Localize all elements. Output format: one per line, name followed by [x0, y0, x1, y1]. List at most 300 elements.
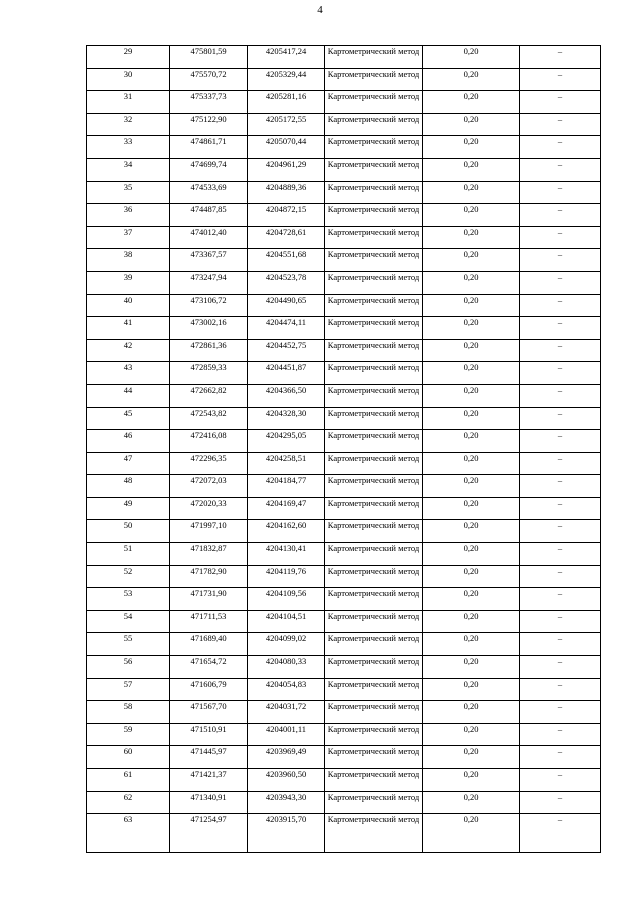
accuracy-cell: [423, 723, 520, 746]
x-coordinate-cell: [170, 520, 248, 543]
table-row: [87, 520, 601, 543]
x-coordinate-cell: [170, 68, 248, 91]
note-cell-text: –: [557, 271, 563, 282]
table-row: [87, 249, 601, 272]
note-cell: [520, 656, 601, 679]
note-cell: [520, 814, 601, 853]
note-cell: [520, 294, 601, 317]
x-coordinate-cell: [170, 339, 248, 362]
x-coordinate-cell: [170, 158, 248, 181]
note-cell-text: –: [557, 452, 563, 463]
accuracy-cell: [423, 543, 520, 566]
table-row: [87, 656, 601, 679]
x-coordinate-cell: [170, 407, 248, 430]
y-coordinate-cell-text: 4204104,51: [265, 610, 307, 621]
x-coordinate-cell-text: 472072,03: [190, 475, 227, 486]
accuracy-cell: [423, 181, 520, 204]
method-cell: [325, 791, 423, 814]
accuracy-cell: [423, 294, 520, 317]
x-coordinate-cell-text: 471445,97: [190, 746, 227, 757]
note-cell-text: –: [557, 520, 563, 531]
point-number-cell: [87, 814, 170, 853]
note-cell: [520, 452, 601, 475]
note-cell: [520, 362, 601, 385]
x-coordinate-cell: [170, 226, 248, 249]
x-coordinate-cell: [170, 656, 248, 679]
x-coordinate-cell-text: 474699,74: [190, 158, 227, 169]
note-cell: [520, 791, 601, 814]
note-cell: [520, 384, 601, 407]
note-cell-text: –: [557, 791, 563, 802]
page-number: 4: [317, 4, 323, 16]
note-cell-text: –: [557, 588, 563, 599]
method-cell-text: Картометрический метод: [327, 633, 420, 644]
method-cell: [325, 497, 423, 520]
x-coordinate-cell-text: 471997,10: [190, 520, 227, 531]
accuracy-cell-text: 0,20: [463, 520, 479, 531]
accuracy-cell-text: 0,20: [463, 91, 479, 102]
x-coordinate-cell-text: 472296,35: [190, 452, 227, 463]
point-number-cell-text: 57: [123, 678, 133, 689]
note-cell-text: –: [557, 204, 563, 215]
method-cell: [325, 46, 423, 69]
point-number-cell: [87, 384, 170, 407]
accuracy-cell-text: 0,20: [463, 475, 479, 486]
method-cell-text: Картометрический метод: [327, 158, 420, 169]
point-number-cell: [87, 543, 170, 566]
method-cell-text: Картометрический метод: [327, 610, 420, 621]
note-cell: [520, 181, 601, 204]
accuracy-cell-text: 0,20: [463, 294, 479, 305]
x-coordinate-cell-text: 473002,16: [190, 317, 227, 328]
table-row: [87, 430, 601, 453]
note-cell-text: –: [557, 723, 563, 734]
table-row: [87, 678, 601, 701]
y-coordinate-cell-text: 4205281,16: [265, 91, 307, 102]
y-coordinate-cell: [248, 407, 325, 430]
note-cell-text: –: [557, 497, 563, 508]
point-number-cell: [87, 452, 170, 475]
point-number-cell: [87, 633, 170, 656]
point-number-cell-text: 30: [123, 68, 133, 79]
accuracy-cell: [423, 271, 520, 294]
method-cell-text: Картометрический метод: [327, 226, 420, 237]
y-coordinate-cell: [248, 656, 325, 679]
y-coordinate-cell-text: 4204451,87: [265, 362, 307, 373]
method-cell-text: Картометрический метод: [327, 46, 420, 56]
accuracy-cell-text: 0,20: [463, 158, 479, 169]
y-coordinate-cell-text: 4204001,11: [265, 723, 307, 734]
accuracy-cell-text: 0,20: [463, 656, 479, 667]
point-number-cell-text: 47: [123, 452, 133, 463]
x-coordinate-cell: [170, 678, 248, 701]
x-coordinate-cell: [170, 271, 248, 294]
table-row: [87, 271, 601, 294]
accuracy-cell-text: 0,20: [463, 136, 479, 147]
method-cell: [325, 475, 423, 498]
point-number-cell-text: 32: [123, 113, 133, 124]
note-cell: [520, 407, 601, 430]
point-number-cell: [87, 271, 170, 294]
point-number-cell: [87, 204, 170, 227]
point-number-cell-text: 46: [123, 430, 133, 441]
note-cell: [520, 226, 601, 249]
method-cell: [325, 723, 423, 746]
accuracy-cell: [423, 746, 520, 769]
table-row: [87, 633, 601, 656]
method-cell: [325, 384, 423, 407]
method-cell: [325, 814, 423, 853]
method-cell: [325, 678, 423, 701]
method-cell: [325, 294, 423, 317]
note-cell: [520, 565, 601, 588]
x-coordinate-cell: [170, 769, 248, 792]
y-coordinate-cell: [248, 294, 325, 317]
table-row: [87, 46, 601, 69]
point-number-cell: [87, 588, 170, 611]
method-cell-text: Картометрический метод: [327, 91, 420, 102]
point-number-cell-text: 60: [123, 746, 133, 757]
y-coordinate-cell: [248, 452, 325, 475]
point-number-cell-text: 29: [123, 46, 133, 56]
x-coordinate-cell-text: 473367,57: [190, 249, 227, 260]
point-number-cell: [87, 656, 170, 679]
method-cell: [325, 91, 423, 114]
x-coordinate-cell-text: 471510,91: [190, 723, 227, 734]
point-number-cell-text: 43: [123, 362, 133, 373]
accuracy-cell: [423, 610, 520, 633]
x-coordinate-cell-text: 471340,91: [190, 791, 227, 802]
y-coordinate-cell: [248, 746, 325, 769]
x-coordinate-cell-text: 472861,36: [190, 339, 227, 350]
method-cell-text: Картометрический метод: [327, 430, 420, 441]
point-number-cell: [87, 68, 170, 91]
note-cell-text: –: [557, 769, 563, 779]
point-number-cell-text: 37: [123, 226, 133, 237]
point-number-cell-text: 41: [123, 317, 133, 328]
accuracy-cell: [423, 407, 520, 430]
method-cell: [325, 226, 423, 249]
method-cell: [325, 746, 423, 769]
note-cell-text: –: [557, 226, 563, 237]
method-cell-text: Картометрический метод: [327, 565, 420, 576]
note-cell-text: –: [557, 565, 563, 576]
method-cell: [325, 656, 423, 679]
point-number-cell: [87, 362, 170, 385]
table-row: [87, 407, 601, 430]
x-coordinate-cell-text: 475801,59: [190, 46, 227, 56]
note-cell-text: –: [557, 339, 563, 350]
method-cell-text: Картометрический метод: [327, 204, 420, 215]
y-coordinate-cell: [248, 610, 325, 633]
x-coordinate-cell: [170, 362, 248, 385]
method-cell: [325, 317, 423, 340]
method-cell-text: Картометрический метод: [327, 723, 420, 734]
method-cell-text: Картометрический метод: [327, 317, 420, 328]
point-number-cell: [87, 226, 170, 249]
y-coordinate-cell-text: 4204889,36: [265, 181, 307, 192]
method-cell-text: Картометрический метод: [327, 588, 420, 599]
y-coordinate-cell-text: 4204961,29: [265, 158, 307, 169]
y-coordinate-cell-text: 4205172,55: [265, 113, 307, 124]
note-cell-text: –: [557, 158, 563, 169]
table-row: [87, 746, 601, 769]
accuracy-cell: [423, 814, 520, 853]
note-cell: [520, 633, 601, 656]
method-cell: [325, 588, 423, 611]
note-cell: [520, 497, 601, 520]
point-number-cell: [87, 294, 170, 317]
y-coordinate-cell-text: 4204328,30: [265, 407, 307, 418]
note-cell-text: –: [557, 475, 563, 486]
y-coordinate-cell: [248, 497, 325, 520]
accuracy-cell-text: 0,20: [463, 701, 479, 712]
point-number-cell: [87, 565, 170, 588]
note-cell-text: –: [557, 407, 563, 418]
note-cell-text: –: [557, 701, 563, 712]
method-cell: [325, 158, 423, 181]
method-cell-text: Картометрический метод: [327, 136, 420, 147]
accuracy-cell-text: 0,20: [463, 452, 479, 463]
table-row: [87, 317, 601, 340]
point-number-cell-text: 42: [123, 339, 133, 350]
accuracy-cell-text: 0,20: [463, 610, 479, 621]
y-coordinate-cell-text: 4204474,11: [265, 317, 307, 328]
method-cell: [325, 565, 423, 588]
note-cell: [520, 249, 601, 272]
x-coordinate-cell: [170, 46, 248, 69]
x-coordinate-cell-text: 473106,72: [190, 294, 227, 305]
point-number-cell-text: 52: [123, 565, 133, 576]
x-coordinate-cell: [170, 610, 248, 633]
accuracy-cell-text: 0,20: [463, 723, 479, 734]
x-coordinate-cell: [170, 249, 248, 272]
note-cell-text: –: [557, 633, 563, 644]
method-cell-text: Картометрический метод: [327, 407, 420, 418]
accuracy-cell: [423, 317, 520, 340]
accuracy-cell-text: 0,20: [463, 339, 479, 350]
table-row: [87, 226, 601, 249]
x-coordinate-cell-text: 475337,73: [190, 91, 227, 102]
note-cell-text: –: [557, 249, 563, 260]
method-cell-text: Картометрический метод: [327, 678, 420, 689]
y-coordinate-cell-text: 4204031,72: [265, 701, 307, 712]
y-coordinate-cell: [248, 791, 325, 814]
accuracy-cell-text: 0,20: [463, 769, 479, 779]
note-cell-text: –: [557, 113, 563, 124]
y-coordinate-cell: [248, 723, 325, 746]
table-row: [87, 136, 601, 159]
point-number-cell: [87, 91, 170, 114]
y-coordinate-cell: [248, 249, 325, 272]
y-coordinate-cell-text: 4204169,47: [265, 497, 307, 508]
x-coordinate-cell-text: 471421,37: [190, 769, 227, 779]
x-coordinate-cell-text: 471689,40: [190, 633, 227, 644]
accuracy-cell-text: 0,20: [463, 407, 479, 418]
note-cell: [520, 204, 601, 227]
note-cell: [520, 339, 601, 362]
note-cell: [520, 475, 601, 498]
point-number-cell: [87, 158, 170, 181]
table-row: [87, 610, 601, 633]
accuracy-cell-text: 0,20: [463, 430, 479, 441]
method-cell: [325, 249, 423, 272]
accuracy-cell-text: 0,20: [463, 226, 479, 237]
note-cell: [520, 46, 601, 69]
note-cell-text: –: [557, 68, 563, 79]
accuracy-cell: [423, 520, 520, 543]
y-coordinate-cell-text: 4205417,24: [265, 46, 307, 56]
y-coordinate-cell-text: 4204452,75: [265, 339, 307, 350]
accuracy-cell: [423, 475, 520, 498]
accuracy-cell-text: 0,20: [463, 249, 479, 260]
x-coordinate-cell-text: 472662,82: [190, 384, 227, 395]
point-number-cell-text: 38: [123, 249, 133, 260]
method-cell: [325, 543, 423, 566]
point-number-cell: [87, 723, 170, 746]
accuracy-cell: [423, 701, 520, 724]
method-cell-text: Картометрический метод: [327, 362, 420, 373]
table-row: [87, 701, 601, 724]
point-number-cell-text: 31: [123, 91, 133, 102]
x-coordinate-cell: [170, 814, 248, 853]
note-cell: [520, 317, 601, 340]
x-coordinate-cell: [170, 723, 248, 746]
accuracy-cell: [423, 497, 520, 520]
y-coordinate-cell: [248, 204, 325, 227]
accuracy-cell-text: 0,20: [463, 181, 479, 192]
y-coordinate-cell-text: 4203960,50: [265, 769, 307, 779]
y-coordinate-cell: [248, 384, 325, 407]
y-coordinate-cell: [248, 317, 325, 340]
point-number-cell: [87, 475, 170, 498]
x-coordinate-cell: [170, 294, 248, 317]
x-coordinate-cell: [170, 113, 248, 136]
coordinates-table: [86, 45, 601, 853]
note-cell-text: –: [557, 136, 563, 147]
note-cell-text: –: [557, 678, 563, 689]
y-coordinate-cell: [248, 271, 325, 294]
accuracy-cell-text: 0,20: [463, 565, 479, 576]
point-number-cell-text: 61: [123, 769, 133, 779]
accuracy-cell: [423, 452, 520, 475]
x-coordinate-cell-text: 471254,97: [190, 814, 227, 825]
accuracy-cell-text: 0,20: [463, 46, 479, 56]
note-cell: [520, 136, 601, 159]
x-coordinate-cell: [170, 204, 248, 227]
point-number-cell-text: 59: [123, 723, 133, 734]
method-cell-text: Картометрический метод: [327, 339, 420, 350]
note-cell-text: –: [557, 181, 563, 192]
y-coordinate-cell-text: 4205329,44: [265, 68, 307, 79]
x-coordinate-cell: [170, 384, 248, 407]
x-coordinate-cell: [170, 430, 248, 453]
y-coordinate-cell-text: 4204130,41: [265, 543, 307, 554]
point-number-cell-text: 40: [123, 294, 133, 305]
x-coordinate-cell: [170, 497, 248, 520]
note-cell-text: –: [557, 294, 563, 305]
method-cell: [325, 407, 423, 430]
method-cell-text: Картометрический метод: [327, 294, 420, 305]
y-coordinate-cell: [248, 565, 325, 588]
y-coordinate-cell: [248, 633, 325, 656]
accuracy-cell-text: 0,20: [463, 68, 479, 79]
y-coordinate-cell: [248, 430, 325, 453]
accuracy-cell: [423, 769, 520, 792]
point-number-cell-text: 36: [123, 204, 133, 215]
x-coordinate-cell-text: 474487,85: [190, 204, 227, 215]
method-cell-text: Картометрический метод: [327, 497, 420, 508]
y-coordinate-cell-text: 4203969,49: [265, 746, 307, 757]
accuracy-cell: [423, 91, 520, 114]
y-coordinate-cell: [248, 136, 325, 159]
note-cell-text: –: [557, 362, 563, 373]
method-cell-text: Картометрический метод: [327, 249, 420, 260]
point-number-cell-text: 50: [123, 520, 133, 531]
note-cell-text: –: [557, 317, 563, 328]
point-number-cell-text: 33: [123, 136, 133, 147]
method-cell: [325, 181, 423, 204]
x-coordinate-cell: [170, 588, 248, 611]
table-row: [87, 158, 601, 181]
accuracy-cell-text: 0,20: [463, 543, 479, 554]
note-cell-text: –: [557, 430, 563, 441]
x-coordinate-cell-text: 473247,94: [190, 271, 227, 282]
table-row: [87, 362, 601, 385]
point-number-cell-text: 48: [123, 475, 133, 486]
point-number-cell: [87, 407, 170, 430]
method-cell-text: Картометрический метод: [327, 475, 420, 486]
y-coordinate-cell: [248, 769, 325, 792]
accuracy-cell-text: 0,20: [463, 113, 479, 124]
method-cell-text: Картометрический метод: [327, 701, 420, 712]
point-number-cell-text: 35: [123, 181, 133, 192]
accuracy-cell: [423, 362, 520, 385]
accuracy-cell: [423, 68, 520, 91]
point-number-cell-text: 39: [123, 271, 133, 282]
point-number-cell: [87, 701, 170, 724]
accuracy-cell: [423, 136, 520, 159]
accuracy-cell: [423, 588, 520, 611]
y-coordinate-cell-text: 4204551,68: [265, 249, 307, 260]
method-cell-text: Картометрический метод: [327, 452, 420, 463]
table-row: [87, 497, 601, 520]
x-coordinate-cell: [170, 791, 248, 814]
note-cell-text: –: [557, 746, 563, 757]
point-number-cell: [87, 317, 170, 340]
x-coordinate-cell-text: 471606,79: [190, 678, 227, 689]
point-number-cell-text: 58: [123, 701, 133, 712]
method-cell-text: Картометрический метод: [327, 181, 420, 192]
accuracy-cell-text: 0,20: [463, 497, 479, 508]
table-row: [87, 475, 601, 498]
point-number-cell: [87, 430, 170, 453]
x-coordinate-cell-text: 471654,72: [190, 656, 227, 667]
accuracy-cell-text: 0,20: [463, 204, 479, 215]
point-number-cell: [87, 497, 170, 520]
point-number-cell-text: 55: [123, 633, 133, 644]
accuracy-cell: [423, 113, 520, 136]
method-cell-text: Картометрический метод: [327, 814, 420, 825]
accuracy-cell: [423, 791, 520, 814]
x-coordinate-cell: [170, 91, 248, 114]
point-number-cell: [87, 791, 170, 814]
accuracy-cell-text: 0,20: [463, 746, 479, 757]
table-row: [87, 565, 601, 588]
accuracy-cell: [423, 430, 520, 453]
y-coordinate-cell-text: 4204872,15: [265, 204, 307, 215]
y-coordinate-cell: [248, 113, 325, 136]
